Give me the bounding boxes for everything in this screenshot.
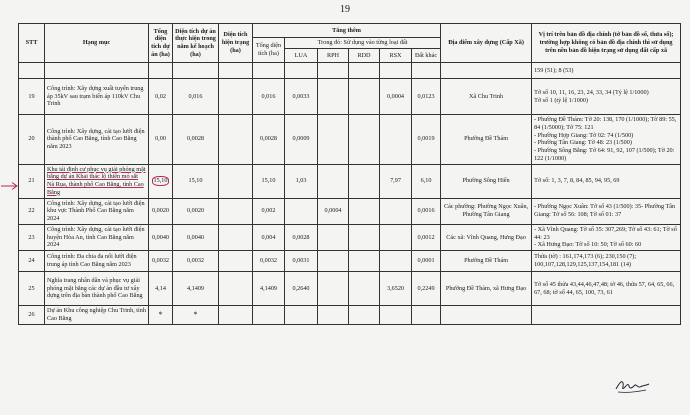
cell-text: 4,1409: [259, 284, 277, 292]
cell-lua: [285, 224, 318, 250]
handwritten-signature: [612, 374, 652, 396]
header-hang-muc: Hạng mục: [45, 24, 149, 63]
cell-vi-tri: [532, 306, 681, 325]
cell-lua: [285, 164, 318, 198]
cell-hien-trang: [219, 224, 253, 250]
table-row: [19, 164, 681, 198]
cell-lua: [285, 115, 318, 165]
cell-lua: [285, 79, 318, 115]
cell-rsx: [380, 198, 412, 224]
cell-text: Công trình: Đa chia đa nối lưới điện trung áp tỉnh Cao Bằng năm 2023: [47, 253, 137, 268]
cell-hang-muc: [45, 224, 149, 250]
cell-text: Nghĩa trang nhân dân và phục vụ giải phóng mặt bằng các dự án đầu tư xây dựng trên địa bàn thành phố Cao Bằng: [47, 276, 143, 300]
cell-hien-trang: [219, 272, 253, 306]
cell-lua: [285, 251, 318, 272]
cell-text: Xã Chu Trinh: [469, 92, 504, 100]
cell-stt: [19, 224, 45, 250]
cell-rsx: [380, 272, 412, 306]
land-use-table: [18, 23, 681, 325]
cell-stt: [19, 272, 45, 306]
cell-rdd: [349, 79, 380, 115]
cell-text: *: [193, 309, 198, 319]
cell-text: 0,0032: [151, 257, 169, 265]
cell-lua: [285, 63, 318, 79]
cell-rsx: [380, 251, 412, 272]
cell-text: 0,0040: [186, 233, 204, 241]
table-row: [19, 115, 681, 165]
cell-text: Tờ số 10, 11, 16, 23, 24, 33, 34 (Tỷ lệ 1/1000) Tờ số 1 (tỷ lệ 1/1000): [534, 88, 649, 104]
cell-thuc-hien: [173, 198, 219, 224]
cell-text: 0,02: [155, 92, 166, 100]
cell-text: 22: [28, 207, 35, 215]
cell-rdd: [349, 306, 380, 325]
cell-text: 20: [28, 135, 35, 143]
cell-text: 0,0009: [292, 135, 310, 143]
cell-rph: [318, 115, 349, 165]
cell-tong-dt: [253, 224, 285, 250]
cell-hang-muc: [45, 115, 149, 165]
header-dia-diem: Địa điểm xây dựng (Cấp Xã): [441, 24, 532, 63]
cell-stt: [19, 251, 45, 272]
cell-tong: [149, 79, 173, 115]
cell-text: Thửa (tờ) : 161,174,173 (6); 230,150 (7); 100,107,128,129,125,137,154,181 (14): [534, 253, 637, 268]
cell-dia-diem: [441, 79, 532, 115]
cell-vi-tri: [532, 115, 681, 165]
cell-text: Tờ số: 1, 3, 7, 8, 84, 85, 94, 95, 69: [534, 177, 620, 185]
cell-tong: [149, 164, 173, 198]
cell-rdd: [349, 115, 380, 165]
cell-hang-muc: [45, 272, 149, 306]
cell-text: 3,6520: [386, 284, 404, 292]
cell-text: Các xã: Vĩnh Quang, Hưng Đạo: [446, 233, 526, 241]
header-lua: LUA: [285, 49, 318, 63]
cell-text: Tờ số 45 thửa 43,44,46,47,48; tờ 46, thửa 57, 64, 65, 66, 67, 68; tờ số 44, 65, 100, 73, 61: [534, 280, 675, 296]
cell-text: Các phường: Phường Ngọc Xuân, Phường Tân Giang: [443, 203, 529, 219]
cell-text: 0,0019: [417, 135, 435, 143]
cell-lua: [285, 306, 318, 325]
cell-text: 15,10: [261, 177, 276, 185]
cell-text: 0,016: [261, 92, 276, 100]
cell-text: 24: [28, 257, 35, 265]
cell-hien-trang: [219, 306, 253, 325]
cell-text: 0,00: [155, 135, 166, 143]
cell-hang-muc: [45, 251, 149, 272]
cell-hang-muc: [45, 198, 149, 224]
cell-rdd: [349, 164, 380, 198]
cell-rsx: [380, 164, 412, 198]
cell-vi-tri: [532, 272, 681, 306]
cell-khac: [412, 272, 441, 306]
cell-stt: [19, 63, 45, 79]
table-row: [19, 198, 681, 224]
cell-text: 0,0028: [186, 135, 204, 143]
cell-text: 0,0020: [186, 207, 204, 215]
header-dat-khac: Đất khác: [412, 49, 441, 63]
cell-text: 0,0028: [259, 135, 277, 143]
cell-text: 0,0123: [417, 92, 435, 100]
cell-rdd: [349, 251, 380, 272]
cell-thuc-hien: [173, 306, 219, 325]
cell-text: 1,03: [295, 177, 307, 185]
cell-text: 0,0031: [292, 257, 310, 265]
cell-thuc-hien: [173, 224, 219, 250]
cell-hien-trang: [219, 164, 253, 198]
cell-text: 0,0001: [417, 257, 435, 265]
cell-text: *: [158, 309, 163, 319]
header-dien-tich-hien-trang: Diện tích hiện trạng (ha): [219, 24, 253, 63]
table-row: [19, 63, 681, 79]
cell-text: 0,002: [261, 207, 276, 215]
cell-tong: [149, 306, 173, 325]
cell-stt: [19, 79, 45, 115]
cell-thuc-hien: [173, 272, 219, 306]
red-arrow-annotation: [1, 181, 19, 191]
cell-stt: [19, 198, 45, 224]
cell-thuc-hien: [173, 115, 219, 165]
cell-text: 0,0040: [151, 233, 169, 241]
cell-khac: [412, 198, 441, 224]
cell-dia-diem: [441, 224, 532, 250]
cell-text: 19: [28, 92, 35, 100]
cell-text: 0,0004: [386, 92, 404, 100]
cell-text: Công trình: Xây dựng, cải tạo lưới điện khu vực Thành Phố Cao Bằng năm 2024: [47, 199, 145, 222]
cell-text: - Xã Vĩnh Quang: Tờ số 35: 307,269; Tờ số 43: 61; Tờ số 44: 23 - Xã Hưng Đạo: Tờ số 10: 50; Tờ số 60: 60: [534, 225, 677, 249]
cell-tong-dt: [253, 306, 285, 325]
cell-hien-trang: [219, 251, 253, 272]
header-rph: RPH: [318, 49, 349, 63]
cell-tong: [149, 224, 173, 250]
cell-text: 4,1409: [186, 284, 204, 292]
cell-rph: [318, 79, 349, 115]
header-rsx: RSX: [380, 49, 412, 63]
cell-hien-trang: [219, 79, 253, 115]
cell-text: Công trình: Xây dựng xuất tuyến trung áp 35kV sau trạm biến áp 110kV Chu Trinh: [47, 84, 144, 108]
cell-thuc-hien: [173, 79, 219, 115]
cell-rph: [318, 224, 349, 250]
cell-tong: [149, 198, 173, 224]
cell-dia-diem: [441, 306, 532, 325]
cell-khac: [412, 79, 441, 115]
cell-text: Công trình: Xây dựng, cải tạo lưới điện thành phố Cao Bằng, tỉnh Cao Bằng năm 2023: [47, 127, 145, 151]
cell-thuc-hien: [173, 63, 219, 79]
header-tang-them: Tăng thêm: [253, 24, 441, 38]
cell-rph: [318, 251, 349, 272]
cell-text: 15,10: [153, 177, 168, 185]
cell-tong-dt: [253, 198, 285, 224]
cell-text: 7,97: [390, 177, 401, 185]
cell-hien-trang: [219, 115, 253, 165]
cell-text: - Phường Đề Thám: Tờ 20: 138, 170 (1/1000); Tờ 89: 55, 84 (1/5000); Tờ 75: 121 - Phường Hợp Giang: Tờ 02: 74 (1/500) - Phường Tân Giang: Tờ 48: 23 (1/500) - Phường Sông Bằng: Tờ 64: 91, 92, 107 (1/500); Tờ 20: 122 (1/1000): [534, 116, 677, 162]
cell-stt: [19, 164, 45, 198]
cell-rsx: [380, 224, 412, 250]
cell-khac: [412, 115, 441, 165]
cell-text: 159 (51); 8 (53): [534, 66, 574, 74]
cell-vi-tri: [532, 224, 681, 250]
cell-tong-dt: [253, 272, 285, 306]
cell-dia-diem: [441, 63, 532, 79]
cell-text: 0,0028: [292, 233, 310, 241]
header-tong-dien-tich: Tổng diện tích dự án (ha): [149, 24, 173, 63]
cell-rph: [318, 164, 349, 198]
cell-text: Phường Đề Thám: [464, 135, 509, 143]
cell-text: Khu tái định cư phục vụ giải phóng mặt bằng dự án Khai thác lộ thiên mỏ sắt Nà Rụa, thành phố Cao Bằng, tỉnh Cao Bằng: [47, 165, 146, 196]
cell-text: 0,0032: [186, 257, 204, 265]
header-trong-do: Trong đó: Sử dụng vào từng loại đất: [285, 38, 441, 49]
cell-text: 0,0016: [417, 207, 435, 215]
cell-hien-trang: [219, 63, 253, 79]
cell-text: 0,004: [261, 233, 276, 241]
cell-hang-muc: [45, 79, 149, 115]
cell-text: 15,10: [188, 177, 203, 185]
cell-dia-diem: [441, 272, 532, 306]
cell-text: Công trình: Xây dựng, cải tạo lưới điện huyện Hòa An, tỉnh Cao Bằng năm 2024: [47, 225, 145, 249]
cell-text: 4,14: [155, 284, 166, 292]
table-row: [19, 306, 681, 325]
cell-tong-dt: [253, 115, 285, 165]
cell-khac: [412, 63, 441, 79]
cell-tong: [149, 115, 173, 165]
cell-text: Dự án Khu công nghiệp Chu Trinh, tỉnh Cao Bằng: [47, 307, 146, 322]
cell-khac: [412, 251, 441, 272]
cell-rdd: [349, 198, 380, 224]
header-vi-tri: Vị trí trên bản đồ địa chính (tờ bản đồ số, thửa số); trường hợp không có bản đồ địa chính thì sử dụng trên nền bản đồ hiện trạng sử dụng đất cấp xã: [532, 24, 681, 63]
header-stt: STT: [19, 24, 45, 63]
table-row: [19, 251, 681, 272]
cell-text: 0,2640: [292, 284, 310, 292]
cell-lua: [285, 198, 318, 224]
cell-text: 0,0033: [292, 92, 310, 100]
table-row: [19, 224, 681, 250]
cell-rsx: [380, 115, 412, 165]
cell-vi-tri: [532, 164, 681, 198]
cell-text: 21: [28, 177, 35, 185]
cell-vi-tri: [532, 198, 681, 224]
cell-vi-tri: [532, 79, 681, 115]
cell-text: 26: [28, 310, 35, 318]
cell-hien-trang: [219, 198, 253, 224]
cell-text: 0,016: [188, 92, 203, 100]
cell-text: Phường Đề Thám: [464, 257, 509, 265]
cell-rdd: [349, 224, 380, 250]
cell-dia-diem: [441, 198, 532, 224]
cell-rsx: [380, 63, 412, 79]
cell-hang-muc: [45, 306, 149, 325]
cell-text: Phường Sông Hiến: [462, 177, 510, 185]
cell-lua: [285, 272, 318, 306]
header-tong-dien-tich-ha: Tổng diện tích (ha): [253, 38, 285, 63]
cell-tong: [149, 63, 173, 79]
table-row: [19, 79, 681, 115]
cell-vi-tri: [532, 251, 681, 272]
cell-text: 0,2249: [417, 284, 435, 292]
cell-text: 0,0012: [417, 233, 435, 241]
cell-text: Phường Đề Thám, xã Hưng Đạo: [445, 284, 527, 292]
page-number: 19: [340, 4, 350, 15]
cell-text: 0,0032: [259, 257, 277, 265]
cell-khac: [412, 306, 441, 325]
cell-tong-dt: [253, 164, 285, 198]
cell-text: 23: [28, 233, 35, 241]
cell-rsx: [380, 79, 412, 115]
cell-dia-diem: [441, 251, 532, 272]
cell-text: 0,0020: [151, 207, 169, 215]
table-row: [19, 272, 681, 306]
cell-rph: [318, 272, 349, 306]
cell-thuc-hien: [173, 251, 219, 272]
cell-text: 6,10: [420, 177, 432, 185]
cell-tong-dt: [253, 79, 285, 115]
cell-stt: [19, 306, 45, 325]
header-dien-tich-thuc-hien: Diện tích dự án thực hiện trong năm kế hoạch (ha): [173, 24, 219, 63]
cell-tong-dt: [253, 251, 285, 272]
cell-rsx: [380, 306, 412, 325]
cell-khac: [412, 164, 441, 198]
cell-hang-muc: [45, 63, 149, 79]
cell-text: 25: [28, 284, 35, 292]
header-rdd: RDD: [349, 49, 380, 63]
cell-tong: [149, 251, 173, 272]
cell-khac: [412, 224, 441, 250]
cell-thuc-hien: [173, 164, 219, 198]
cell-stt: [19, 115, 45, 165]
cell-rdd: [349, 63, 380, 79]
cell-rph: [318, 198, 349, 224]
cell-vi-tri: [532, 63, 681, 79]
cell-hang-muc: [45, 164, 149, 198]
cell-tong: [149, 272, 173, 306]
cell-rdd: [349, 272, 380, 306]
cell-rph: [318, 306, 349, 325]
cell-text: - Phường Ngọc Xuân: Tờ số 43 (1/500): 35- Phường Tân Giang: Tờ số 56: 108; Tờ số 01: 37: [534, 203, 676, 219]
cell-dia-diem: [441, 164, 532, 198]
cell-tong-dt: [253, 63, 285, 79]
cell-rph: [318, 63, 349, 79]
cell-text: 0,0004: [324, 207, 342, 215]
cell-dia-diem: [441, 115, 532, 165]
